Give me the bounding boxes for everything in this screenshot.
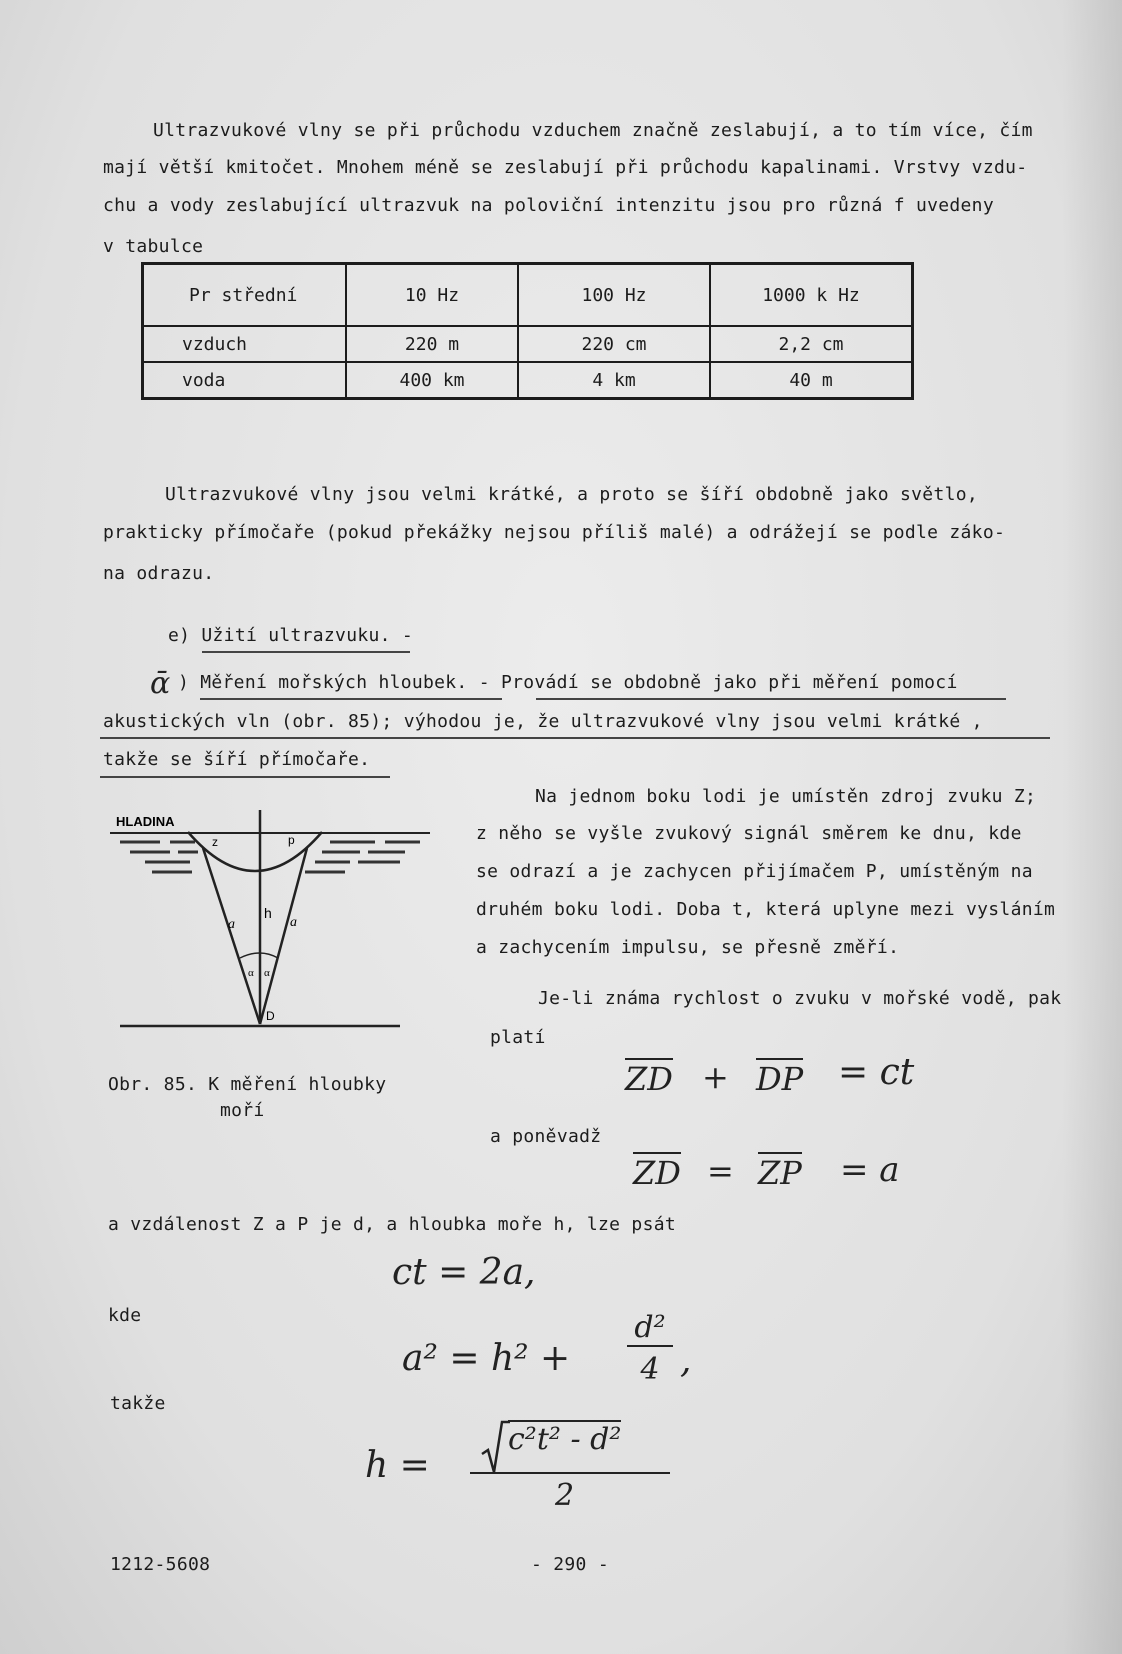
right-text-line4: druhém boku lodi. Doba t, která uplyne mezi vysláním — [476, 899, 1056, 920]
table-cell: 4 km — [518, 362, 710, 399]
section-a-line2: akustických vln (obr. 85); výhodou je, že ultrazvukové vlny jsou velmi krátké , — [103, 711, 983, 732]
table-header-row — [143, 264, 913, 327]
table-cell: 400 km — [346, 362, 518, 399]
takze-text: takže — [110, 1393, 166, 1414]
eq1-zd: ZD — [625, 1060, 673, 1098]
paragraph1-line2: mají větší kmitočet. Mnohem méně se zeslabují při průchodu kapalinami. Vrstvy vzdu- — [103, 157, 1028, 178]
eq2-eq: = — [707, 1152, 734, 1190]
table-cell: 220 cm — [518, 326, 710, 362]
table-cell: vzduch — [143, 326, 347, 362]
surface-label: HLADINA — [116, 814, 175, 829]
kde-text: kde — [108, 1305, 142, 1326]
underline — [100, 776, 390, 778]
underline — [100, 737, 1050, 739]
sound-path-up — [260, 848, 307, 1024]
label-h: h — [264, 905, 272, 921]
right-text-line5: a zachycením impulsu, se přesně změří. — [476, 937, 900, 958]
eq3: ct = 2a, — [392, 1252, 536, 1293]
water-hatching — [120, 842, 420, 872]
eq1-dp: DP — [756, 1060, 804, 1098]
paragraph2-line2: prakticky přímočaře (pokud překážky nejsou příliš malé) a odrážejí se podle záko- — [103, 522, 1006, 543]
page-edge-shadow — [1062, 0, 1122, 1654]
ponevadz-text: a poněvadž — [490, 1126, 602, 1147]
table-cell: 2,2 cm — [710, 326, 913, 362]
figure-caption-line1: Obr. 85. K měření hloubky — [108, 1074, 387, 1095]
eq5-numerator: c²t² - d² — [508, 1422, 622, 1457]
attenuation-table — [141, 262, 914, 400]
sound-path-down — [203, 848, 260, 1024]
eq4-comma: , — [680, 1340, 692, 1381]
paragraph1-line4: v tabulce — [103, 236, 204, 257]
table-header-cell: 1000 k Hz — [710, 264, 913, 327]
label-p: p — [288, 833, 295, 847]
eq4-lhs: a² = h² + — [402, 1338, 571, 1379]
paragraph2-line1: Ultrazvukové vlny jsou velmi krátké, a proto se šíří obdobně jako světlo, — [165, 484, 978, 505]
underline — [200, 698, 502, 700]
section-e-heading: e) Užití ultrazvuku. - — [168, 625, 414, 646]
table-cell: voda — [143, 362, 347, 399]
table-header-cell: 100 Hz — [518, 264, 710, 327]
table-header-cell: 10 Hz — [346, 264, 518, 327]
eq2-rhs: = a — [840, 1150, 900, 1190]
label-z: z — [212, 835, 218, 849]
vzdalenost-text: a vzdálenost Z a P je d, a hloubka moře h, lze psát — [108, 1214, 676, 1235]
right-text-line6: Je-li známa rychlost o zvuku v mořské vodě, pak — [538, 988, 1062, 1009]
eq2-zd: ZD — [633, 1154, 681, 1192]
section-a-line3: takže se šíří přímočaře. — [103, 749, 371, 770]
eq1-plus: + — [702, 1058, 729, 1096]
eq5-lhs: h = — [365, 1445, 430, 1486]
paragraph1-line3: chu a vody zeslabující ultrazvuk na poloviční intenzitu jsou pro různá f uvedeny — [103, 195, 994, 216]
eq1-rhs: = ct — [838, 1052, 915, 1093]
underline — [202, 651, 410, 653]
eq4-denominator: 4 — [640, 1352, 660, 1387]
label-a-left: a — [228, 917, 235, 932]
sea-depth-figure — [100, 800, 440, 1050]
eq5-fraction-bar — [470, 1472, 670, 1474]
paragraph1-line1: Ultrazvukové vlny se při průchodu vzduchem značně zeslabují, a to tím více, čím — [153, 120, 1033, 141]
table-row — [143, 362, 913, 399]
section-a-line1: ) Měření mořských hloubek. - Provádí se obdobně jako při měření pomocí — [178, 672, 958, 693]
eq5-denominator: 2 — [555, 1478, 575, 1513]
eq2-zp: ZP — [758, 1154, 802, 1192]
paragraph2-line3: na odrazu. — [103, 563, 215, 584]
sqrt-sign-icon — [480, 1418, 510, 1478]
table-header-cell: Pr střední — [143, 264, 347, 327]
right-text-line2: z něho se vyšle zvukový signál směrem ke dnu, kde — [476, 823, 1022, 844]
right-text-line1: Na jednom boku lodi je umístěn zdroj zvuku Z; — [535, 786, 1037, 807]
handwritten-marker: ᾱ — [150, 666, 171, 701]
right-text-line7: platí — [490, 1027, 546, 1048]
label-alpha-left: α — [248, 967, 254, 979]
footer-code: 1212-5608 — [110, 1554, 211, 1575]
table-row — [143, 326, 913, 362]
eq4-numerator: d² — [627, 1310, 673, 1347]
table-cell: 40 m — [710, 362, 913, 399]
right-text-line3: se odrazí a je zachycen přijímačem P, umístěným na — [476, 861, 1033, 882]
label-alpha-right: α — [264, 967, 270, 979]
table-cell: 220 m — [346, 326, 518, 362]
label-d: D — [266, 1009, 275, 1023]
label-a-right: a — [290, 915, 297, 930]
page-number: - 290 - — [531, 1554, 609, 1575]
figure-caption-line2: moří — [220, 1100, 265, 1121]
underline — [536, 698, 1006, 700]
